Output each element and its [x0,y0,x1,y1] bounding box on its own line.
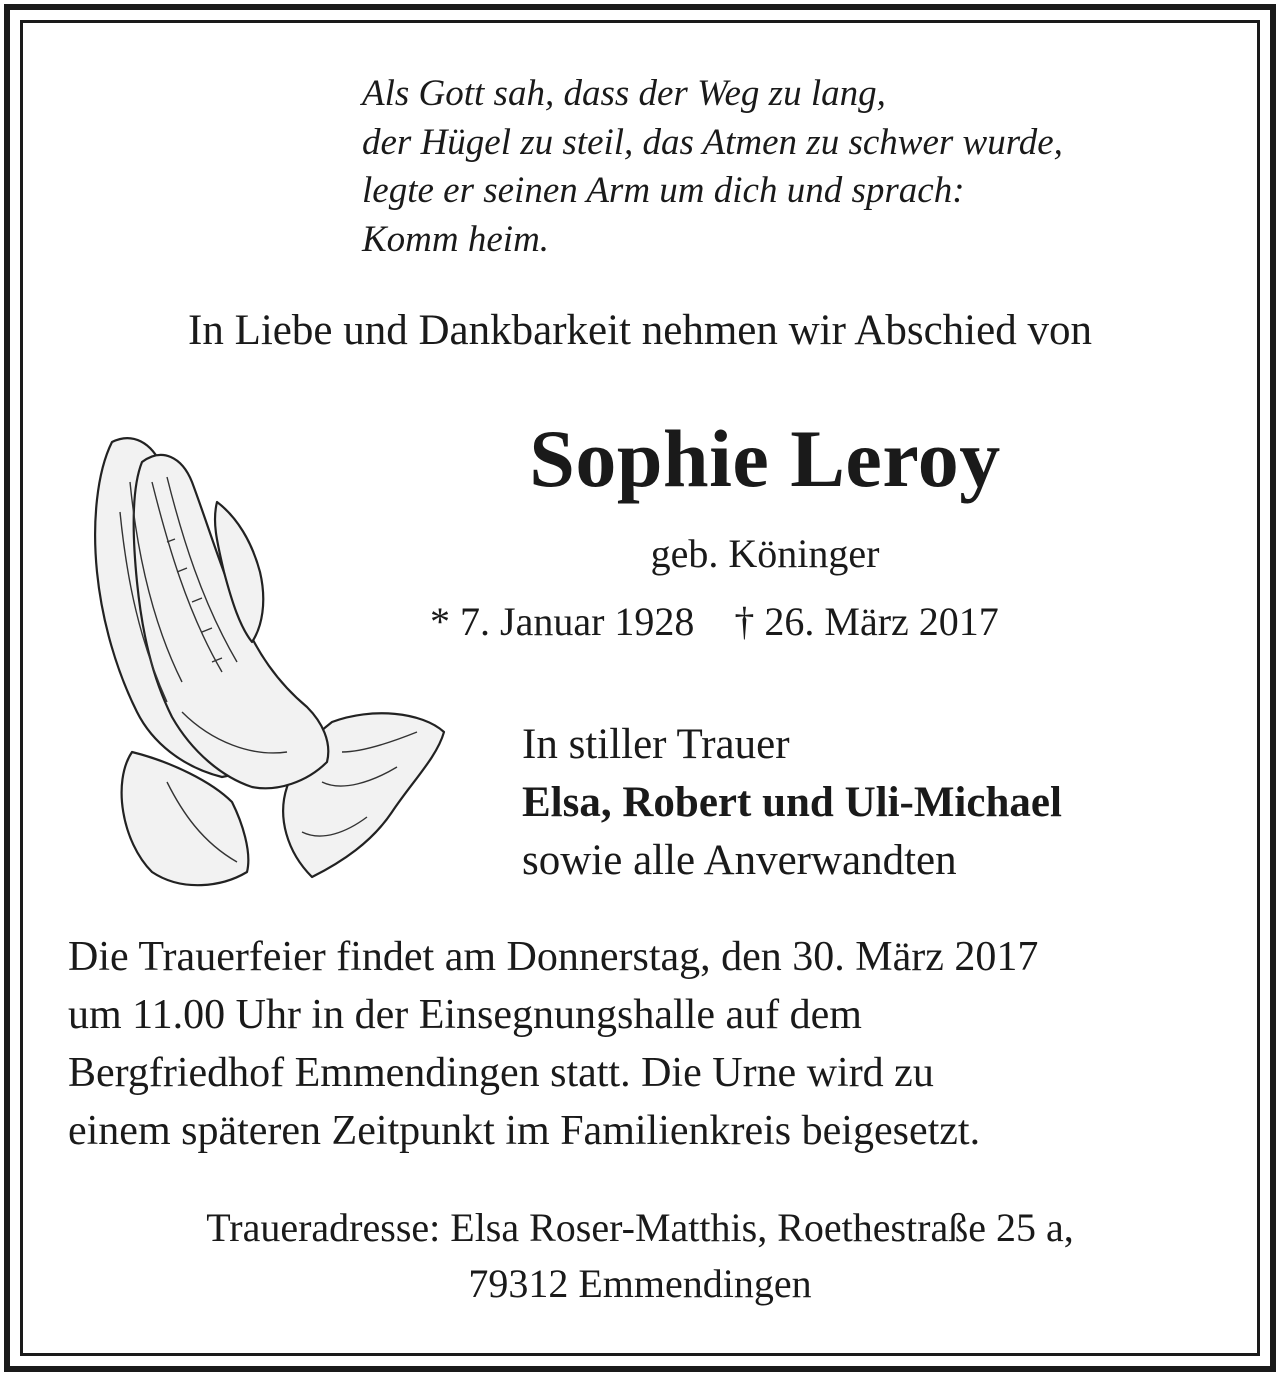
deceased-name: Sophie Leroy [529,413,1001,504]
ceremony-line: um 11.00 Uhr in der Einsegnungshalle auf dem [68,992,862,1038]
poem-line: legte er seinen Arm um dich und sprach: [362,170,965,211]
maiden-name: geb. Köninger [650,531,880,576]
mourners [522,716,1062,890]
death-date: † 26. März 2017 [734,599,999,644]
address-line: 79312 Emmendingen [468,1261,812,1306]
ceremony-line: Bergfriedhof Emmendingen statt. Die Urne wird zu [68,1050,934,1096]
life-dates [430,598,999,645]
address-line: Traueradresse: Elsa Roser-Matthis, Roethestraße 25 a, [206,1205,1074,1250]
poem [362,70,1063,264]
mourning-address [0,1200,1280,1312]
mourners-relatives: sowie alle Anverwandten [522,837,957,884]
ceremony-line: einem späteren Zeitpunkt im Familienkreis beigesetzt. [68,1108,981,1154]
mourners-names: Elsa, Robert und Uli-Michael [522,779,1062,826]
birth-date: * 7. Januar 1928 [430,599,695,644]
ceremony-line: Die Trauerfeier findet am Donnerstag, den 30. März 2017 [68,934,1039,980]
ceremony-info [68,928,1038,1160]
poem-line: Komm heim. [362,218,550,260]
intro-text: In Liebe und Dankbarkeit nehmen wir Abschied von [188,307,1092,354]
poem-line: der Hügel zu steil, das Atmen zu schwer wurde, [362,121,1063,163]
mourners-intro: In stiller Trauer [522,721,790,768]
poem-line: Als Gott sah, dass der Weg zu lang, [362,73,886,114]
praying-hands-icon [72,422,462,902]
